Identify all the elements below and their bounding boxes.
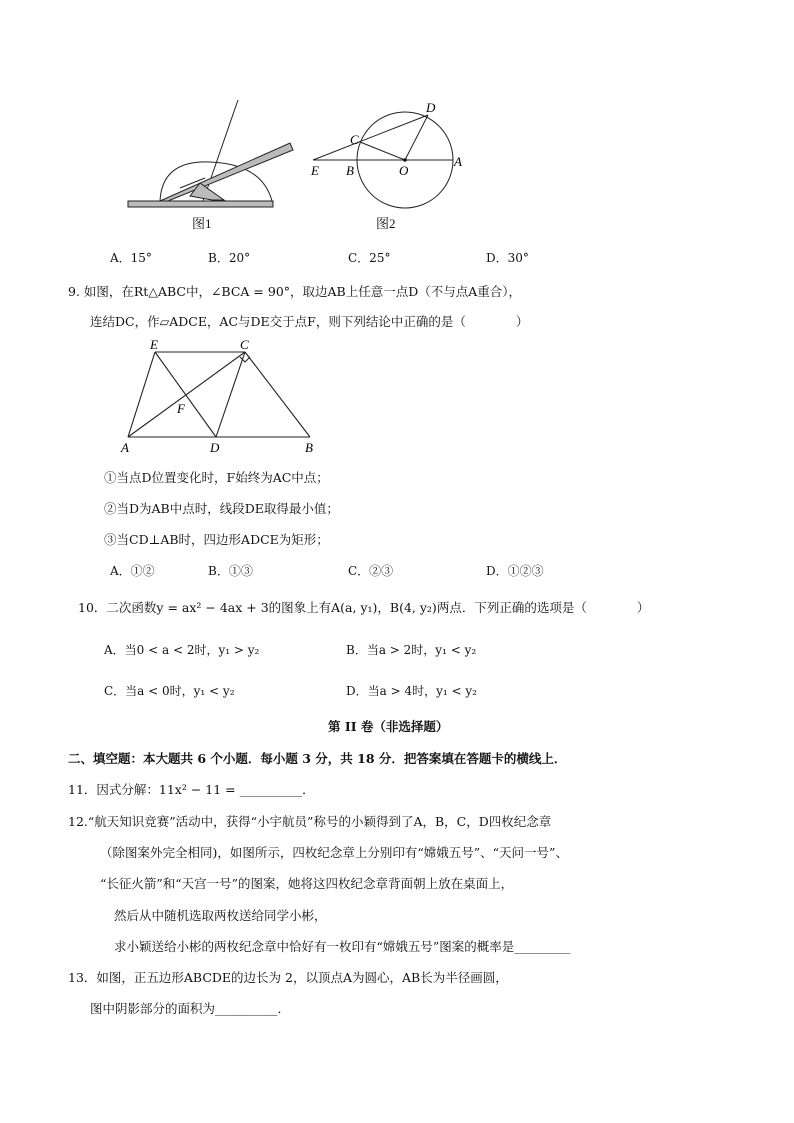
- q10-option-b: B．当a > 2时，y₁ < y₂: [346, 643, 477, 657]
- q10-option-a: A．当0 < a < 2时，y₁ > y₂: [104, 643, 260, 657]
- q9-point-f: F: [177, 401, 185, 416]
- q8-option-b: B．20°: [208, 251, 251, 265]
- q12-line-1: 12.“航天知识竞赛”活动中，获得“小宇航员”称号的小颖得到了A，B，C，D四枚纪念章: [68, 814, 552, 829]
- part-2-title: 第 II 卷（非选择题）: [328, 719, 449, 734]
- figure-1-protractor: [128, 100, 293, 207]
- q10-option-d: D．当a > 4时，y₁ < y₂: [346, 684, 477, 698]
- q8-figures: [0, 95, 794, 240]
- q9-option-a: A．①②: [110, 564, 155, 578]
- q9-line-1: 9. 如图，在Rt△ABC中，∠BCA = 90°，取边AB上任意一点D（不与点A重合），: [68, 284, 522, 299]
- center-point-o: [403, 158, 407, 162]
- q8-option-d: D．30°: [486, 251, 529, 265]
- figure-2-label: 图2: [376, 216, 396, 231]
- q11: 11．因式分解：11x² − 11 = __________．: [68, 782, 315, 797]
- point-label-c: C: [350, 132, 359, 147]
- point-label-o: O: [399, 163, 409, 178]
- q9-point-d: D: [210, 440, 220, 455]
- q8-option-c: C．25°: [348, 251, 391, 265]
- q12-line-3: “长征火箭”和“天宫一号”的图案，她将这四枚纪念章背面朝上放在桌面上，: [100, 876, 514, 891]
- section-2-heading: 二、填空题：本大题共 6 个小题．每小题 3 分，共 18 分．把答案填在答题卡的横线上．: [68, 751, 567, 766]
- q12-line-2: （除图案外完全相同)，如图所示，四枚纪念章上分别印有“嫦娥五号”、“天问一号”、: [100, 845, 568, 860]
- q12-line-5: 求小颖送给小彬的两枚纪念章中恰好有一枚印有“嫦娥五号”图案的概率是_________: [114, 939, 571, 954]
- point-label-d: D: [426, 100, 436, 115]
- q9-option-c: C．②③: [348, 564, 394, 578]
- q9-statement-1: ①当点D位置变化时，F始终为AC中点；: [104, 470, 329, 485]
- q12-line-4: 然后从中随机选取两枚送给同学小彬，: [114, 908, 327, 923]
- q9-point-c: C: [240, 337, 249, 352]
- q10-option-c: C．当a < 0时，y₁ < y₂: [104, 684, 235, 698]
- q9-line-2: 连结DC，作▱ADCE，AC与DE交于点F，则下列结论中正确的是（ ）: [90, 314, 529, 329]
- q13-line-2: 图中阴影部分的面积为__________．: [90, 1001, 291, 1016]
- point-label-e: E: [311, 163, 319, 178]
- q9-point-b: B: [305, 440, 313, 455]
- q9-point-a: A: [121, 440, 129, 455]
- q9-option-b: B．①③: [208, 564, 253, 578]
- q9-statement-2: ②当D为AB中点时，线段DE取得最小值；: [104, 501, 339, 516]
- figure-1-label: 图1: [192, 216, 212, 231]
- q9-statement-3: ③当CD⊥AB时，四边形ADCE为矩形；: [104, 532, 329, 547]
- q10-stem: 10．二次函数y = ax² − 4ax + 3的图象上有A(a, y₁)，B(4, y₂)两点．下列正确的选项是（ ）: [78, 600, 650, 615]
- figure-2-circle: [313, 112, 453, 208]
- q13-line-1: 13．如图，正五边形ABCDE的边长为 2，以顶点A为圆心，AB长为半径画圆，: [68, 970, 508, 985]
- q9-option-d: D．①②③: [486, 564, 544, 578]
- q9-figure: [0, 330, 794, 460]
- point-label-a: A: [454, 154, 462, 169]
- point-label-b: B: [346, 163, 354, 178]
- q9-point-e: E: [150, 337, 158, 352]
- q8-option-a: A．15°: [110, 251, 152, 265]
